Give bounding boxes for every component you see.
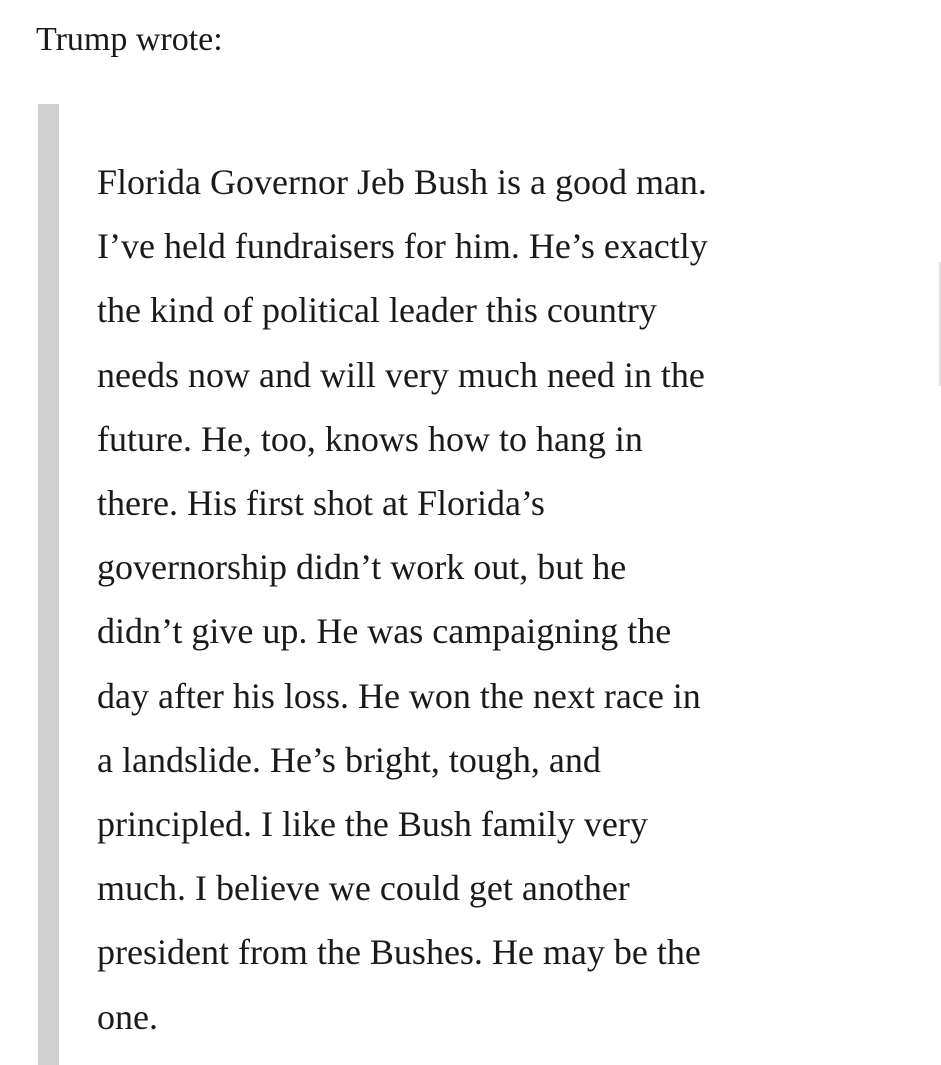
quote-line: future. He, too, knows how to hang in	[97, 418, 643, 459]
intro-text: Trump wrote:	[36, 21, 223, 58]
quote-line: there. His first shot at Florida’s	[97, 483, 545, 524]
quote-line: I’ve held fundraisers for him. He’s exactly	[97, 226, 708, 267]
quote-line: a landslide. He’s bright, tough, and	[97, 739, 601, 780]
quote-line: one.	[97, 996, 158, 1037]
quote-line: Florida Governor Jeb Bush is a good man.	[97, 162, 707, 202]
quote-line: day after his loss. He won the next race in	[97, 675, 701, 716]
blockquote-bar	[38, 104, 59, 1065]
blockquote	[97, 150, 897, 1049]
quote-line: governorship didn’t work out, but he	[97, 547, 627, 588]
quote-line: needs now and will very much need in the	[97, 354, 705, 395]
quote-line: didn’t give up. He was campaigning the	[97, 611, 672, 652]
quote-line: the kind of political leader this country	[97, 290, 657, 331]
quote-line: much. I believe we could get another	[97, 868, 630, 909]
quote-line: principled. I like the Bush family very	[97, 804, 648, 845]
quote-line: president from the Bushes. He may be the	[97, 932, 701, 973]
